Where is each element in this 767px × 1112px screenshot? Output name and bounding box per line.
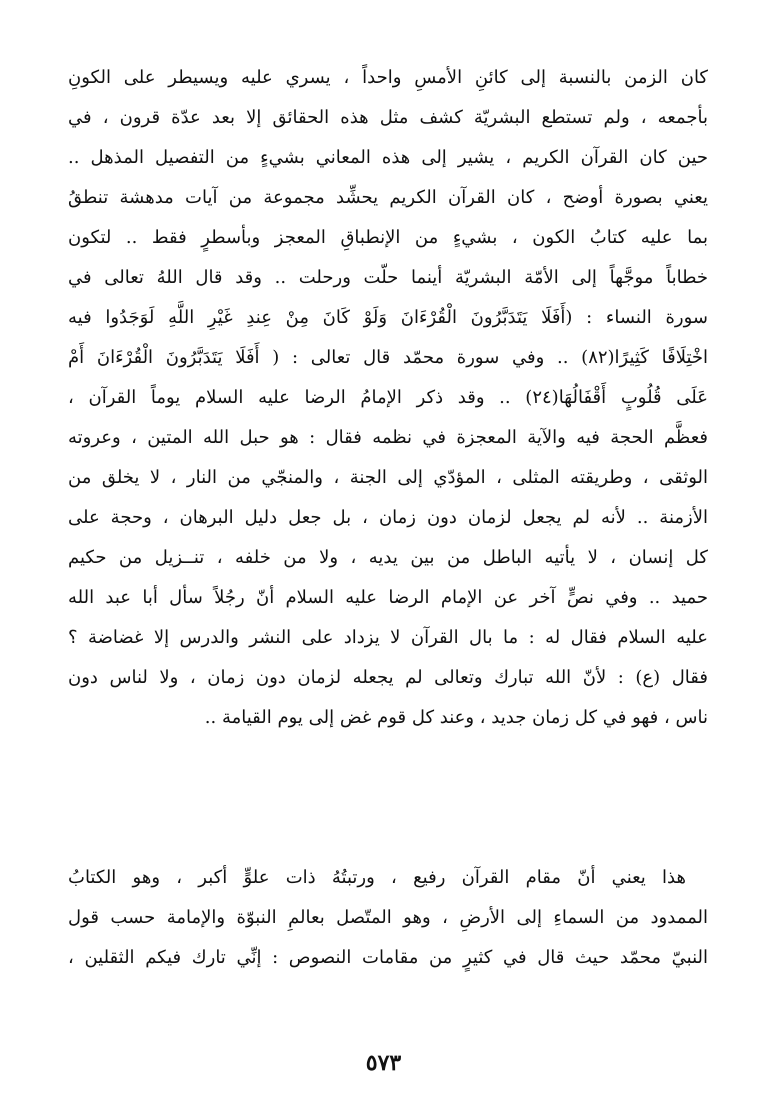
text-line: الأزمنة .. لأنه لم يجعل لزمان دون زمان ، بل جعل دليل البرهان ، وحجة على bbox=[68, 507, 708, 528]
text-line: حميد .. وفي نصٍّ آخر عن الإمام الرضا عليه السلام أنّ رجُلاً سأل أبا عبد الله bbox=[68, 587, 708, 608]
text-line: فعظَّم الحجة فيه والآية المعجزة في نظمه فقال : هو حبل الله المتين ، وعروته bbox=[68, 427, 708, 448]
body-paragraph-2 bbox=[68, 858, 708, 978]
text-line: خطاباً موجَّهاً إلى الأمّة البشريّة أينما حلّت ورحلت .. وقد قال اللهُ تعالى في bbox=[68, 267, 708, 288]
page-number: ٥٧٣ bbox=[365, 1050, 402, 1076]
text-line: كل إنسان ، لا يأتيه الباطل من بين يديه ، ولا من خلفه ، تنــزيل من حكيم bbox=[68, 547, 708, 568]
text-line: بما عليه كتابُ الكون ، بشيءٍ من الإنطباقِ المعجز وبأسطرٍ فقط .. لتكون bbox=[68, 227, 708, 248]
text-line: كان الزمن بالنسبة إلى كائنِ الأمسِ واحداً ، يسري عليه ويسيطر على الكونِ bbox=[68, 67, 708, 88]
text-line: ناس ، فهو في كل زمان جديد ، وعند كل قوم غض إلى يوم القيامة .. bbox=[204, 707, 708, 728]
text-line: بأجمعه ، ولم تستطع البشريّة كشف مثل هذه الحقائق إلا بعد عدّة قرون ، في bbox=[68, 107, 708, 128]
text-line: حين كان القرآن الكريم ، يشير إلى هذه المعاني بشيءٍ من التفصيل المذهل .. bbox=[68, 147, 708, 168]
text-line: عَلَى قُلُوبٍ أَقْفَالُهَا(٢٤) .. وقد ذكر الإمامُ الرضا عليه السلام يوماً القرآن ، bbox=[68, 387, 708, 408]
text-line: عليه السلام فقال له : ما بال القرآن لا يزداد على النشر والدرس إلا غضاضة ؟ bbox=[68, 627, 708, 648]
text-line: الوثقى ، وطريقته المثلى ، المؤدّي إلى الجنة ، والمنجّي من النار ، لا يخلق من bbox=[68, 467, 708, 488]
text-line: هذا يعني أنّ مقام القرآن رفيع ، ورتبتُهُ ذات علوٍّ أكبر ، وهو الكتابُ bbox=[68, 867, 686, 888]
text-line: يعني بصورة أوضح ، كان القرآن الكريم يحشِّد مجموعة من آيات مدهشة تنطقُ bbox=[68, 187, 708, 208]
text-line: النبيّ محمّد حيث قال في كثيرٍ من مقامات النصوص : إنِّي تارك فيكم الثقلين ، bbox=[68, 947, 708, 968]
body-paragraph-1 bbox=[68, 58, 708, 738]
text-line: اخْتِلَافًا كَثِيرًا(٨٢) .. وفي سورة محمّد قال تعالى : ( أَفَلَا يَتَدَبَّرُونَ الْقُرْءَانَ أَمْ bbox=[68, 347, 708, 368]
text-line: الممدود من السماءِ إلى الأرضِ ، وهو المتّصل بعالمِ النبوّة والإمامة حسب قول bbox=[68, 907, 708, 928]
text-line: فقال (ع) : لأنّ الله تبارك وتعالى لم يجعله لزمان دون زمان ، ولا لناس دون bbox=[68, 667, 708, 688]
text-line: سورة النساء : (أَفَلَا يَتَدَبَّرُونَ الْقُرْءَانَ وَلَوْ كَانَ مِنْ عِندِ غَيْرِ اللَّهِ لَوَجَدُوا فيه bbox=[68, 307, 708, 328]
